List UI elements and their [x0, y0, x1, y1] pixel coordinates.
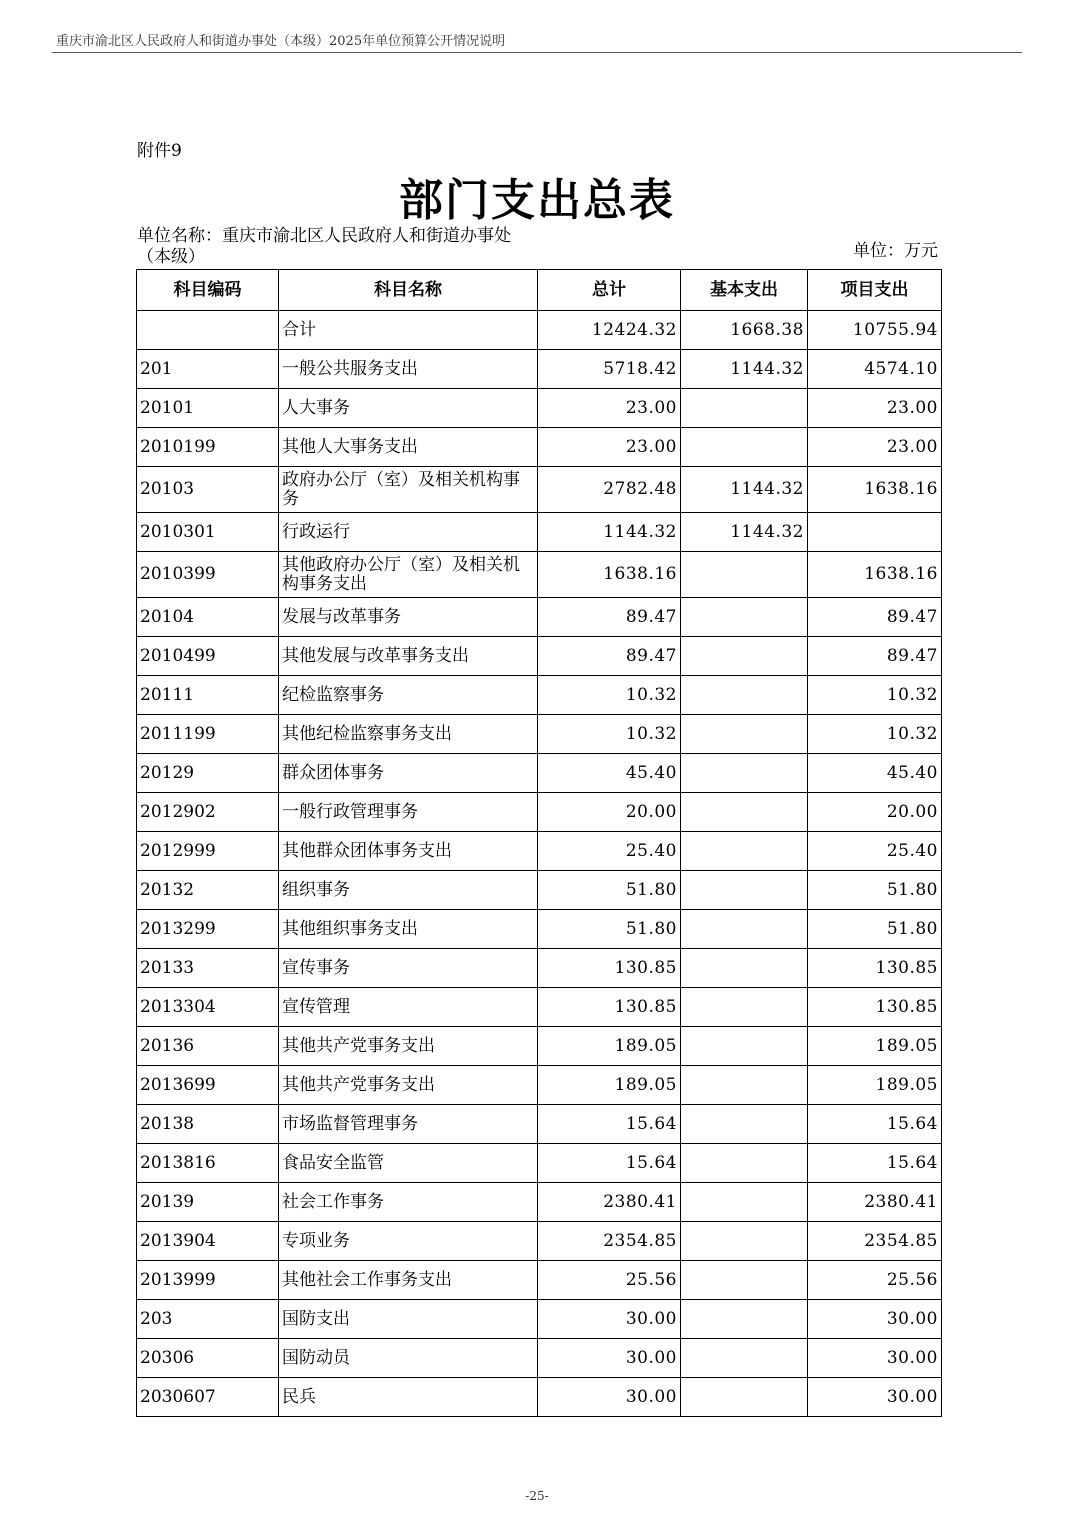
cell-name: 其他共产党事务支出 — [279, 1027, 538, 1066]
cell-code: 20139 — [137, 1183, 279, 1222]
table-row — [137, 676, 942, 715]
cell-total: 25.40 — [538, 832, 681, 871]
table-row — [137, 350, 942, 389]
cell-project: 23.00 — [808, 428, 942, 467]
cell-total: 23.00 — [538, 389, 681, 428]
cell-basic — [681, 871, 808, 910]
cell-name: 其他共产党事务支出 — [279, 1066, 538, 1105]
cell-basic — [681, 1105, 808, 1144]
cell-total: 89.47 — [538, 637, 681, 676]
cell-code: 2013304 — [137, 988, 279, 1027]
table-row — [137, 871, 942, 910]
cell-basic — [681, 1066, 808, 1105]
cell-code: 20136 — [137, 1027, 279, 1066]
table-row — [137, 832, 942, 871]
cell-total: 10.32 — [538, 715, 681, 754]
cell-total: 1638.16 — [538, 552, 681, 598]
table-row — [137, 1339, 942, 1378]
table-row — [137, 1378, 942, 1417]
table-row — [137, 715, 942, 754]
table-row — [137, 1144, 942, 1183]
table-row — [137, 311, 942, 350]
cell-name: 宣传管理 — [279, 988, 538, 1027]
cell-basic: 1144.32 — [681, 467, 808, 513]
cell-total: 51.80 — [538, 910, 681, 949]
cell-code: 203 — [137, 1300, 279, 1339]
cell-project: 20.00 — [808, 793, 942, 832]
cell-name: 食品安全监管 — [279, 1144, 538, 1183]
table-header-row — [137, 270, 942, 311]
table-row — [137, 754, 942, 793]
cell-code: 20132 — [137, 871, 279, 910]
cell-total: 23.00 — [538, 428, 681, 467]
cell-project: 10.32 — [808, 676, 942, 715]
cell-code: 2013299 — [137, 910, 279, 949]
table-row — [137, 637, 942, 676]
cell-name: 宣传事务 — [279, 949, 538, 988]
cell-basic — [681, 910, 808, 949]
cell-total: 130.85 — [538, 988, 681, 1027]
column-header-name: 科目名称 — [279, 270, 538, 311]
cell-basic — [681, 715, 808, 754]
cell-code: 20104 — [137, 598, 279, 637]
cell-total: 20.00 — [538, 793, 681, 832]
cell-project: 130.85 — [808, 949, 942, 988]
cell-code: 2013904 — [137, 1222, 279, 1261]
cell-project: 23.00 — [808, 389, 942, 428]
cell-code: 2012999 — [137, 832, 279, 871]
cell-project: 15.64 — [808, 1144, 942, 1183]
cell-project — [808, 513, 942, 552]
cell-project: 51.80 — [808, 871, 942, 910]
attachment-label: 附件9 — [137, 141, 182, 161]
cell-total: 2782.48 — [538, 467, 681, 513]
cell-project: 189.05 — [808, 1066, 942, 1105]
cell-project: 4574.10 — [808, 350, 942, 389]
cell-name: 其他社会工作事务支出 — [279, 1261, 538, 1300]
cell-basic: 1144.32 — [681, 513, 808, 552]
cell-code: 20306 — [137, 1339, 279, 1378]
table-row — [137, 467, 942, 513]
header-divider — [52, 52, 1022, 53]
cell-total: 15.64 — [538, 1105, 681, 1144]
cell-project: 1638.16 — [808, 552, 942, 598]
cell-total: 30.00 — [538, 1339, 681, 1378]
cell-code: 2030607 — [137, 1378, 279, 1417]
cell-basic — [681, 1378, 808, 1417]
cell-basic — [681, 949, 808, 988]
cell-name: 社会工作事务 — [279, 1183, 538, 1222]
cell-total: 2380.41 — [538, 1183, 681, 1222]
cell-total: 89.47 — [538, 598, 681, 637]
cell-basic — [681, 1144, 808, 1183]
cell-project: 10.32 — [808, 715, 942, 754]
table-row — [137, 1105, 942, 1144]
cell-basic — [681, 988, 808, 1027]
cell-code: 20101 — [137, 389, 279, 428]
cell-project: 2380.41 — [808, 1183, 942, 1222]
cell-name: 民兵 — [279, 1378, 538, 1417]
expenditure-table — [136, 269, 942, 1417]
cell-basic — [681, 754, 808, 793]
table-row — [137, 1300, 942, 1339]
cell-name: 市场监督管理事务 — [279, 1105, 538, 1144]
cell-code: 2011199 — [137, 715, 279, 754]
unit-measure: 单位：万元 — [853, 241, 938, 261]
cell-total: 12424.32 — [538, 311, 681, 350]
cell-basic — [681, 676, 808, 715]
column-header-total: 总计 — [538, 270, 681, 311]
cell-total: 30.00 — [538, 1300, 681, 1339]
cell-project: 10755.94 — [808, 311, 942, 350]
cell-basic — [681, 1261, 808, 1300]
cell-name: 国防支出 — [279, 1300, 538, 1339]
table-row — [137, 1027, 942, 1066]
page-title: 部门支出总表 — [399, 175, 675, 226]
cell-name: 政府办公厅（室）及相关机构事务 — [279, 467, 538, 513]
cell-project: 30.00 — [808, 1378, 942, 1417]
cell-name: 组织事务 — [279, 871, 538, 910]
table-row — [137, 949, 942, 988]
cell-basic — [681, 1027, 808, 1066]
cell-name: 专项业务 — [279, 1222, 538, 1261]
cell-code: 2013816 — [137, 1144, 279, 1183]
cell-basic: 1668.38 — [681, 311, 808, 350]
cell-name: 合计 — [279, 311, 538, 350]
cell-name: 其他人大事务支出 — [279, 428, 538, 467]
cell-name: 一般行政管理事务 — [279, 793, 538, 832]
cell-name: 其他发展与改革事务支出 — [279, 637, 538, 676]
table-row — [137, 513, 942, 552]
cell-name: 群众团体事务 — [279, 754, 538, 793]
cell-name: 纪检监察事务 — [279, 676, 538, 715]
cell-project: 25.56 — [808, 1261, 942, 1300]
cell-total: 15.64 — [538, 1144, 681, 1183]
cell-basic — [681, 1300, 808, 1339]
cell-code: 2013999 — [137, 1261, 279, 1300]
cell-code: 20133 — [137, 949, 279, 988]
table-row — [137, 389, 942, 428]
cell-code: 20129 — [137, 754, 279, 793]
cell-project: 30.00 — [808, 1300, 942, 1339]
cell-code: 201 — [137, 350, 279, 389]
cell-basic — [681, 1183, 808, 1222]
cell-name: 其他政府办公厅（室）及相关机构事务支出 — [279, 552, 538, 598]
cell-name: 其他纪检监察事务支出 — [279, 715, 538, 754]
cell-basic — [681, 552, 808, 598]
cell-total: 30.00 — [538, 1378, 681, 1417]
cell-code: 2010199 — [137, 428, 279, 467]
cell-total: 10.32 — [538, 676, 681, 715]
table-row — [137, 598, 942, 637]
column-header-project: 项目支出 — [808, 270, 942, 311]
cell-project: 25.40 — [808, 832, 942, 871]
cell-code: 20103 — [137, 467, 279, 513]
page-number: -25- — [525, 1489, 549, 1503]
cell-project: 89.47 — [808, 637, 942, 676]
cell-project: 89.47 — [808, 598, 942, 637]
cell-name: 人大事务 — [279, 389, 538, 428]
cell-basic — [681, 832, 808, 871]
column-header-code: 科目编码 — [137, 270, 279, 311]
cell-total: 130.85 — [538, 949, 681, 988]
table-body — [137, 311, 942, 1417]
unit-name: 单位名称：重庆市渝北区人民政府人和街道办事处（本级） — [137, 226, 511, 267]
column-header-basic: 基本支出 — [681, 270, 808, 311]
cell-name: 国防动员 — [279, 1339, 538, 1378]
cell-total: 189.05 — [538, 1066, 681, 1105]
table-row — [137, 910, 942, 949]
cell-name: 行政运行 — [279, 513, 538, 552]
table-row — [137, 1066, 942, 1105]
cell-basic — [681, 793, 808, 832]
cell-basic — [681, 1339, 808, 1378]
cell-name: 其他组织事务支出 — [279, 910, 538, 949]
table-row — [137, 1261, 942, 1300]
cell-project: 189.05 — [808, 1027, 942, 1066]
cell-code — [137, 311, 279, 350]
cell-code: 2010399 — [137, 552, 279, 598]
table-row — [137, 1222, 942, 1261]
table-row — [137, 793, 942, 832]
cell-name: 其他群众团体事务支出 — [279, 832, 538, 871]
cell-basic — [681, 637, 808, 676]
table-row — [137, 428, 942, 467]
cell-basic — [681, 598, 808, 637]
cell-total: 189.05 — [538, 1027, 681, 1066]
cell-project: 51.80 — [808, 910, 942, 949]
cell-total: 25.56 — [538, 1261, 681, 1300]
cell-basic — [681, 1222, 808, 1261]
cell-project: 2354.85 — [808, 1222, 942, 1261]
cell-total: 51.80 — [538, 871, 681, 910]
cell-project: 130.85 — [808, 988, 942, 1027]
cell-code: 2010301 — [137, 513, 279, 552]
cell-project: 45.40 — [808, 754, 942, 793]
cell-code: 2012902 — [137, 793, 279, 832]
table-row — [137, 988, 942, 1027]
table-row — [137, 1183, 942, 1222]
cell-code: 2013699 — [137, 1066, 279, 1105]
cell-name: 发展与改革事务 — [279, 598, 538, 637]
cell-total: 2354.85 — [538, 1222, 681, 1261]
cell-project: 15.64 — [808, 1105, 942, 1144]
cell-basic: 1144.32 — [681, 350, 808, 389]
cell-project: 1638.16 — [808, 467, 942, 513]
cell-project: 30.00 — [808, 1339, 942, 1378]
cell-code: 20111 — [137, 676, 279, 715]
cell-code: 2010499 — [137, 637, 279, 676]
cell-code: 20138 — [137, 1105, 279, 1144]
cell-total: 1144.32 — [538, 513, 681, 552]
cell-total: 45.40 — [538, 754, 681, 793]
running-header: 重庆市渝北区人民政府人和街道办事处（本级）2025年单位预算公开情况说明 — [56, 34, 506, 49]
cell-basic — [681, 389, 808, 428]
cell-basic — [681, 428, 808, 467]
table-row — [137, 552, 942, 598]
cell-name: 一般公共服务支出 — [279, 350, 538, 389]
cell-total: 5718.42 — [538, 350, 681, 389]
